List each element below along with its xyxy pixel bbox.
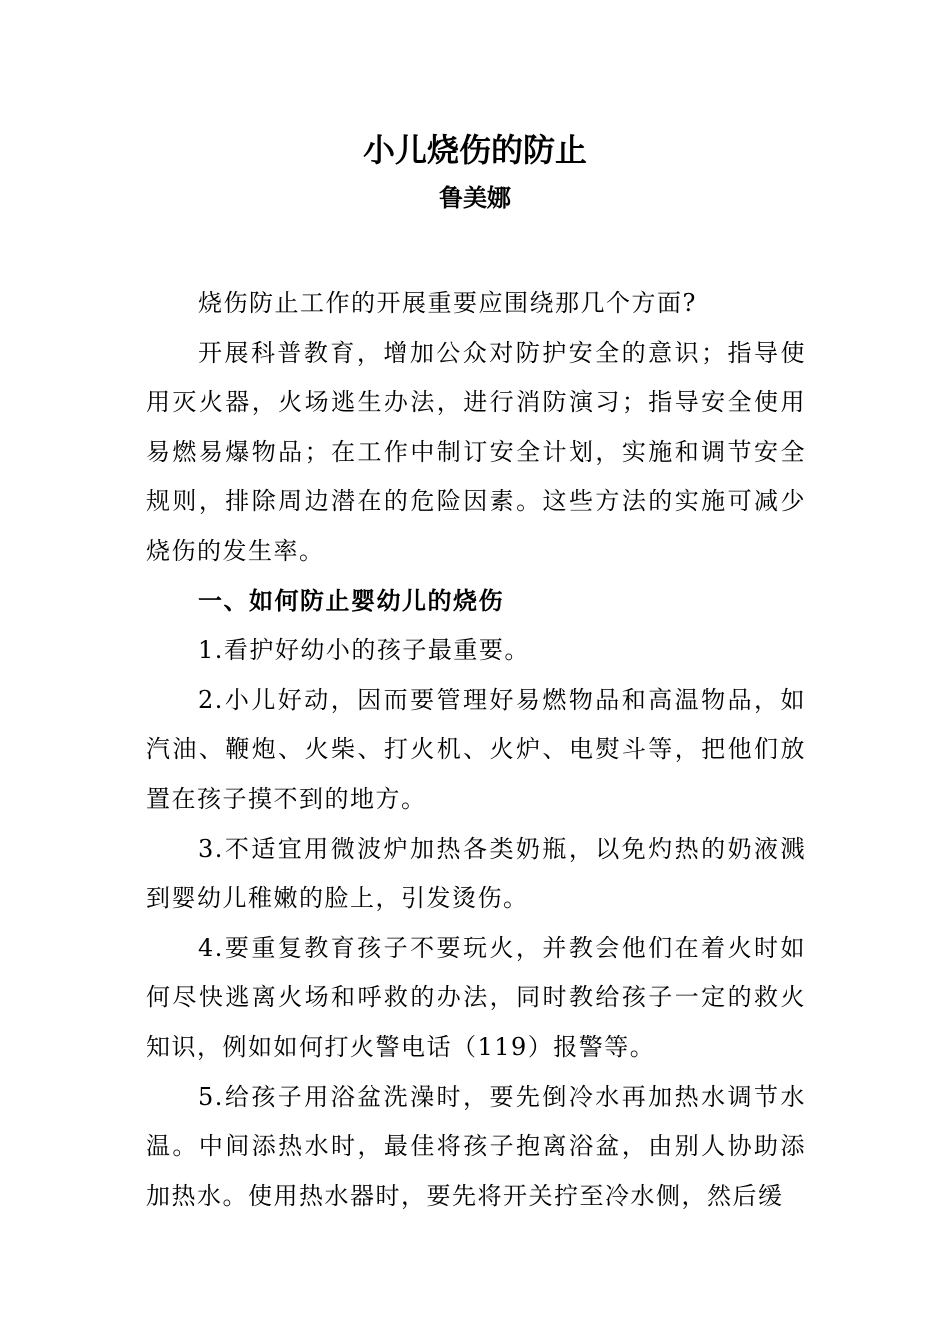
section-heading: 一、如何防止婴幼儿的烧伤	[198, 586, 504, 615]
document-body	[146, 279, 806, 1221]
paragraph-question: 烧伤防止工作的开展重要应围绕那几个方面?	[198, 289, 697, 317]
list-item-5: 5.给孩子用浴盆洗澡时，要先倒冷水再加热水调节水温。中间添热水时，最佳将孩子抱离浴盆，由别人协助添加热水。使用热水器时，要先将开关拧至冷水侧，然后缓	[146, 1082, 806, 1210]
document-author: 鲁美娜	[439, 184, 511, 212]
list-item-1: 1.看护好幼小的孩子最重要。	[198, 636, 530, 665]
list-item-3: 3.不适宜用微波炉加热各类奶瓶，以免灼热的奶液溅到婴幼儿稚嫩的脸上，引发烫伤。	[146, 834, 806, 913]
document-title: 小儿烧伤的防止	[362, 131, 587, 169]
list-item-4: 4.要重复教育孩子不要玩火，并教会他们在着火时如何尽快逃离火场和呼救的办法，同时教给孩子一定的救火知识，例如如何打火警电话（119）报警等。	[146, 933, 806, 1061]
paragraph-answer: 开展科普教育，增加公众对防护安全的意识；指导使用灭火器，火场逃生办法，进行消防演习；指导安全使用易燃易爆物品；在工作中制订安全计划，实施和调节安全规则，排除周边潜在的危险因素。这些方法的实施可减少烧伤的发生率。	[146, 338, 806, 565]
list-item-2: 2.小儿好动，因而要管理好易燃物品和高温物品，如汽油、鞭炮、火柴、打火机、火炉、电熨斗等，把他们放置在孩子摸不到的地方。	[146, 685, 806, 813]
